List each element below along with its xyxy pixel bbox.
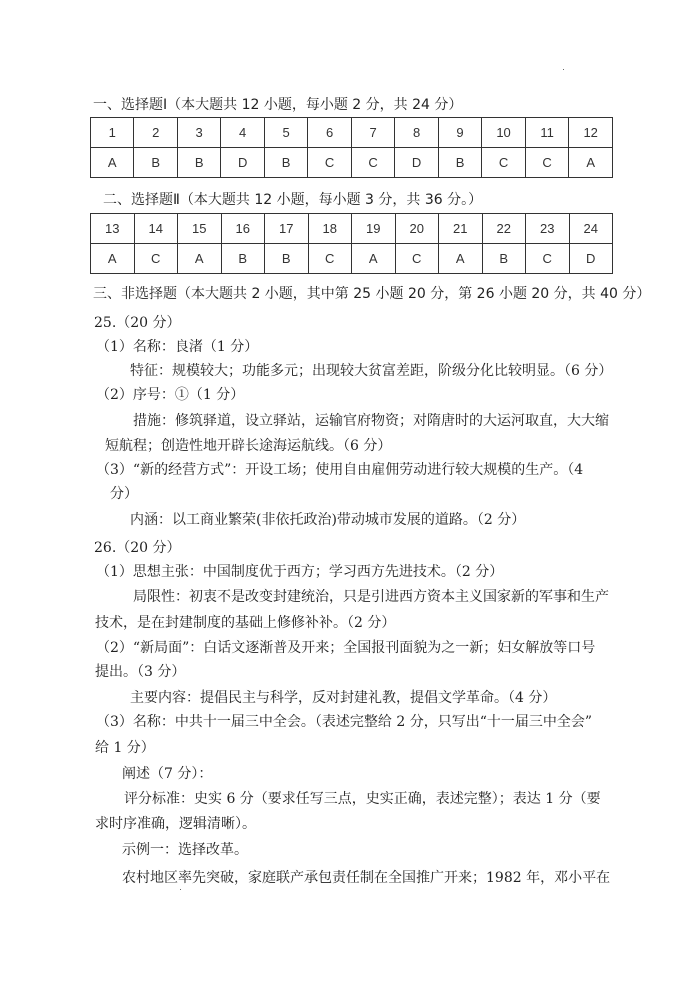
question-number-cell: 18: [308, 214, 352, 244]
answer-cell: C: [525, 148, 569, 178]
question-number-cell: 15: [178, 214, 222, 244]
answer-row: [91, 148, 613, 178]
q25-part3-meaning: 内涵：以工商业繁荣(非依托政治)带动城市发展的道路。（2 分）: [130, 512, 526, 528]
question-number-cell: 12: [569, 118, 613, 148]
answer-cell: C: [308, 244, 352, 274]
q26-part3-elaborate: 阐述（7 分）：: [122, 766, 213, 782]
question-number-cell: 14: [134, 214, 178, 244]
question-number-cell: 20: [395, 214, 439, 244]
q26-part3-example-title: 示例一：选择改革。: [122, 842, 248, 858]
answer-cell: A: [569, 148, 613, 178]
answer-cell: A: [91, 244, 135, 274]
question-number-cell: 16: [221, 214, 265, 244]
q26-part3-criteria-cont: 求时序准确，逻辑清晰）。: [95, 816, 256, 832]
answer-cell: B: [264, 148, 307, 178]
answer-cell: C: [308, 148, 351, 178]
q26-part3-criteria: 评分标准：史实 6 分（要求任写三点，史实正确，表述完整）；表达 1 分（要: [124, 791, 601, 807]
answer-cell: B: [134, 148, 177, 178]
question-number-cell: 10: [482, 118, 526, 148]
question-number-cell: 23: [526, 214, 570, 244]
answer-cell: C: [134, 244, 178, 274]
answer-cell: D: [221, 148, 264, 178]
q26-part1-limits-cont: 技术，是在封建制度的基础上修修补补。（2 分）: [95, 615, 396, 631]
q26-part1: （1）思想主张：中国制度优于西方；学习西方先进技术。（2 分）: [96, 564, 504, 580]
q25-header: 25.（20 分）: [94, 315, 181, 331]
question-number-cell: 21: [439, 214, 483, 244]
q25-part2-measures: 措施：修筑驿道，设立驿站，运输官府物资；对隋唐时的大运河取直，大大缩: [133, 413, 609, 429]
question-number-cell: 6: [308, 118, 351, 148]
answer-cell: C: [482, 148, 526, 178]
question-number-cell: 3: [177, 118, 220, 148]
q25-part2-measures-cont: 短航程；创造性地开辟长途海运航线。（6 分）: [105, 438, 392, 454]
question-number-row: [91, 118, 613, 148]
question-number-cell: 7: [351, 118, 394, 148]
q26-part3: （3）名称：中共十一届三中全会。（表述完整给 2 分，只写出“十一届三中全会”: [96, 714, 593, 730]
answer-cell: C: [526, 244, 570, 274]
section3-title: 三、非选择题（本大题共 2 小题，其中第 25 小题 20 分，第 26 小题 20 分，共 40 分）: [93, 286, 651, 302]
answer-cell: A: [352, 244, 396, 274]
answer-cell: B: [221, 244, 265, 274]
question-number-cell: 11: [525, 118, 569, 148]
answer-table-1: [90, 117, 613, 178]
answer-cell: D: [569, 244, 613, 274]
q25-part1-features: 特征：规模较大；功能多元；出现较大贫富差距，阶级分化比较明显。（6 分）: [130, 363, 613, 379]
q26-part2-cont: 提出。（3 分）: [95, 664, 186, 680]
answer-cell: C: [351, 148, 394, 178]
answer-cell: A: [178, 244, 222, 274]
question-number-cell: 5: [264, 118, 307, 148]
answer-cell: A: [439, 244, 483, 274]
q25-part1: （1）名称：良渚（1 分）: [96, 339, 259, 355]
answer-cell: C: [395, 244, 439, 274]
q26-part3-cont: 给 1 分）: [95, 740, 155, 756]
question-number-cell: 24: [569, 214, 613, 244]
q26-part1-limits: 局限性：初衷不是改变封建统治，只是引进西方资本主义国家新的军事和生产: [133, 589, 609, 605]
q25-part3-cont: 分）: [110, 486, 138, 502]
answer-cell: B: [482, 244, 526, 274]
answer-cell: B: [177, 148, 220, 178]
q25-part3: （3）“新的经营方式”：开设工场；使用自由雇佣劳动进行较大规模的生产。（4: [96, 462, 584, 478]
q26-header: 26.（20 分）: [94, 540, 181, 556]
answer-row: [91, 244, 613, 274]
question-number-cell: 8: [395, 118, 438, 148]
section1-title: 一、选择题Ⅰ（本大题共 12 小题，每小题 2 分，共 24 分）: [93, 97, 463, 113]
scan-speck: [180, 889, 181, 890]
scan-speck: [563, 69, 564, 70]
question-number-cell: 2: [134, 118, 177, 148]
q26-part3-example-text: 农村地区率先突破，家庭联产承包责任制在全国推广开来；1982 年，邓小平在: [122, 870, 611, 886]
q26-part2-content: 主要内容：提倡民主与科学，反对封建礼教，提倡文学革命。（4 分）: [130, 690, 557, 706]
question-number-cell: 17: [265, 214, 309, 244]
question-number-cell: 19: [352, 214, 396, 244]
question-number-cell: 9: [438, 118, 481, 148]
section2-title: 二、选择题Ⅱ（本大题共 12 小题，每小题 3 分，共 36 分。）: [103, 192, 483, 208]
question-number-cell: 4: [221, 118, 264, 148]
answer-cell: A: [91, 148, 134, 178]
answer-table-2: [90, 213, 613, 274]
q26-part2: （2）“新局面”：白话文逐渐普及开来；全国报刊面貌为之一新；妇女解放等口号: [96, 640, 596, 656]
q25-part2: （2）序号：①（1 分）: [96, 387, 245, 403]
question-number-cell: 1: [91, 118, 134, 148]
answer-cell: B: [438, 148, 481, 178]
question-number-cell: 22: [482, 214, 526, 244]
question-number-row: [91, 214, 613, 244]
question-number-cell: 13: [91, 214, 135, 244]
answer-cell: B: [265, 244, 309, 274]
answer-cell: D: [395, 148, 438, 178]
